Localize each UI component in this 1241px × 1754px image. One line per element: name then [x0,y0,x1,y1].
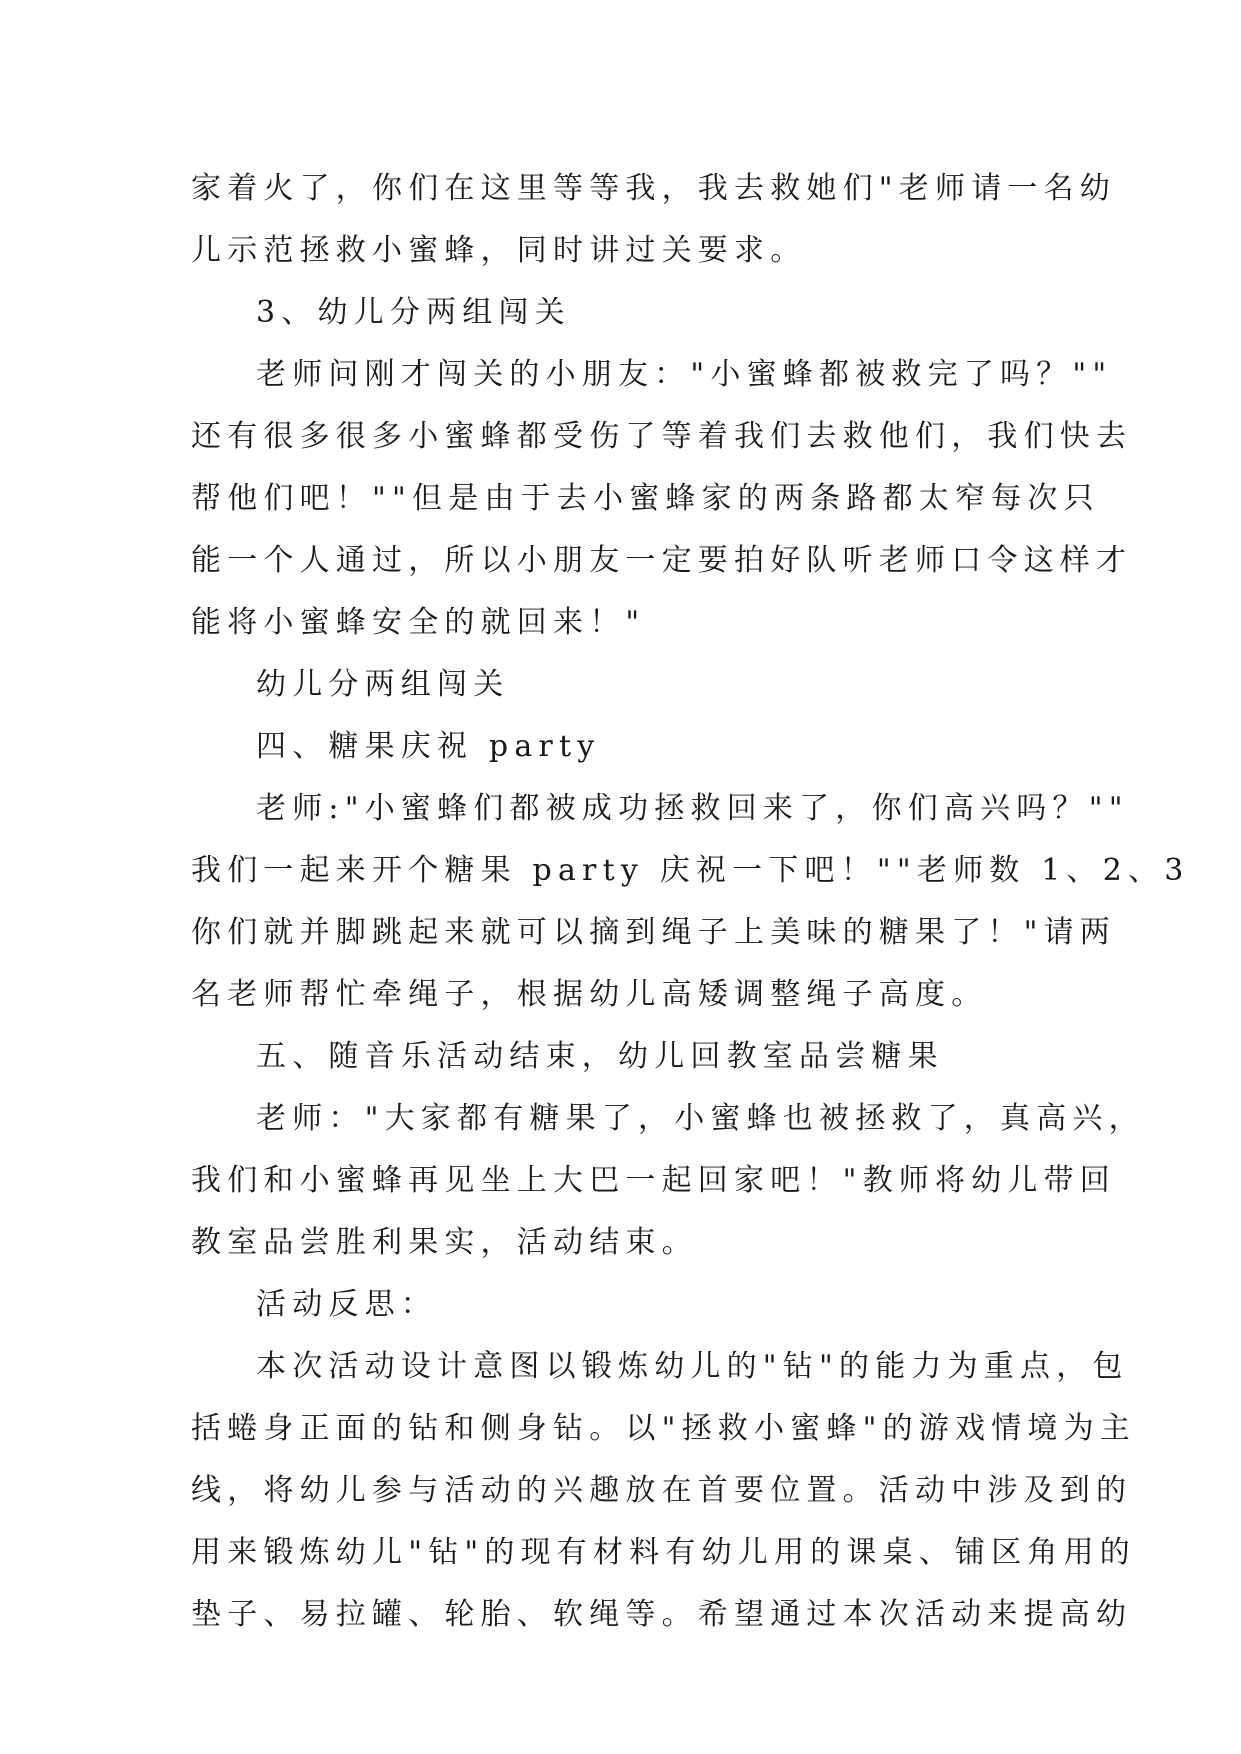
text-line: 家着火了，你们在这里等等我，我去救她们"老师请一名幼 [191,171,1116,206]
text-line: 教室品尝胜利果实，活动结束。 [191,1225,698,1260]
text-line: 我们和小蜜蜂再见坐上大巴一起回家吧！"教师将幼儿带回 [191,1163,1116,1198]
paragraph-start: 本次活动设计意图以锻炼幼儿的"钻"的能力为重点，包 [256,1349,1129,1384]
section-heading: 四、糖果庆祝 party [256,729,601,764]
text-line: 括蜷身正面的钻和侧身钻。以"拯救小蜜蜂"的游戏情境为主 [191,1411,1136,1446]
text-line: 我们一起来开个糖果 party 庆祝一下吧！""老师数 1、2、3 [191,853,1190,888]
text-line: 线，将幼儿参与活动的兴趣放在首要位置。活动中涉及到的 [191,1473,1133,1508]
text-line: 名老师帮忙牵绳子，根据幼儿高矮调整绳子高度。 [191,977,988,1012]
paragraph-start: 老师问刚才闯关的小朋友："小蜜蜂都被救完了吗？"" [256,357,1113,392]
section-heading: 五、随音乐活动结束，幼儿回教室品尝糖果 [256,1039,944,1074]
paragraph-start: 老师："大家都有糖果了，小蜜蜂也被拯救了，真高兴， [256,1101,1145,1136]
text-line: 用来锻炼幼儿"钻"的现有材料有幼儿用的课桌、铺区角用的 [191,1535,1136,1570]
text-line: 能将小蜜蜂安全的就回来！" [191,605,646,640]
text-line: 垫子、易拉罐、轮胎、软绳等。希望通过本次活动来提高幼 [191,1597,1133,1632]
text-line: 你们就并脚跳起来就可以摘到绳子上美味的糖果了！"请两 [191,915,1116,950]
body-text [191,158,1190,1646]
text-line: 还有很多很多小蜜蜂都受伤了等着我们去救他们，我们快去 [191,419,1133,454]
paragraph-start: 老师:"小蜜蜂们都被成功拯救回来了，你们高兴吗？"" [256,791,1129,826]
paragraph-start: 幼儿分两组闯关 [256,667,510,702]
text-line: 帮他们吧！""但是由于去小蜜蜂家的两条路都太窄每次只 [191,481,1100,516]
section-heading: 活动反思： [256,1287,437,1322]
text-line: 儿示范拯救小蜜蜂，同时讲过关要求。 [191,233,807,268]
section-heading: 3、幼儿分两组闯关 [256,295,571,330]
text-line: 能一个人通过，所以小朋友一定要拍好队听老师口令这样才 [191,543,1133,578]
